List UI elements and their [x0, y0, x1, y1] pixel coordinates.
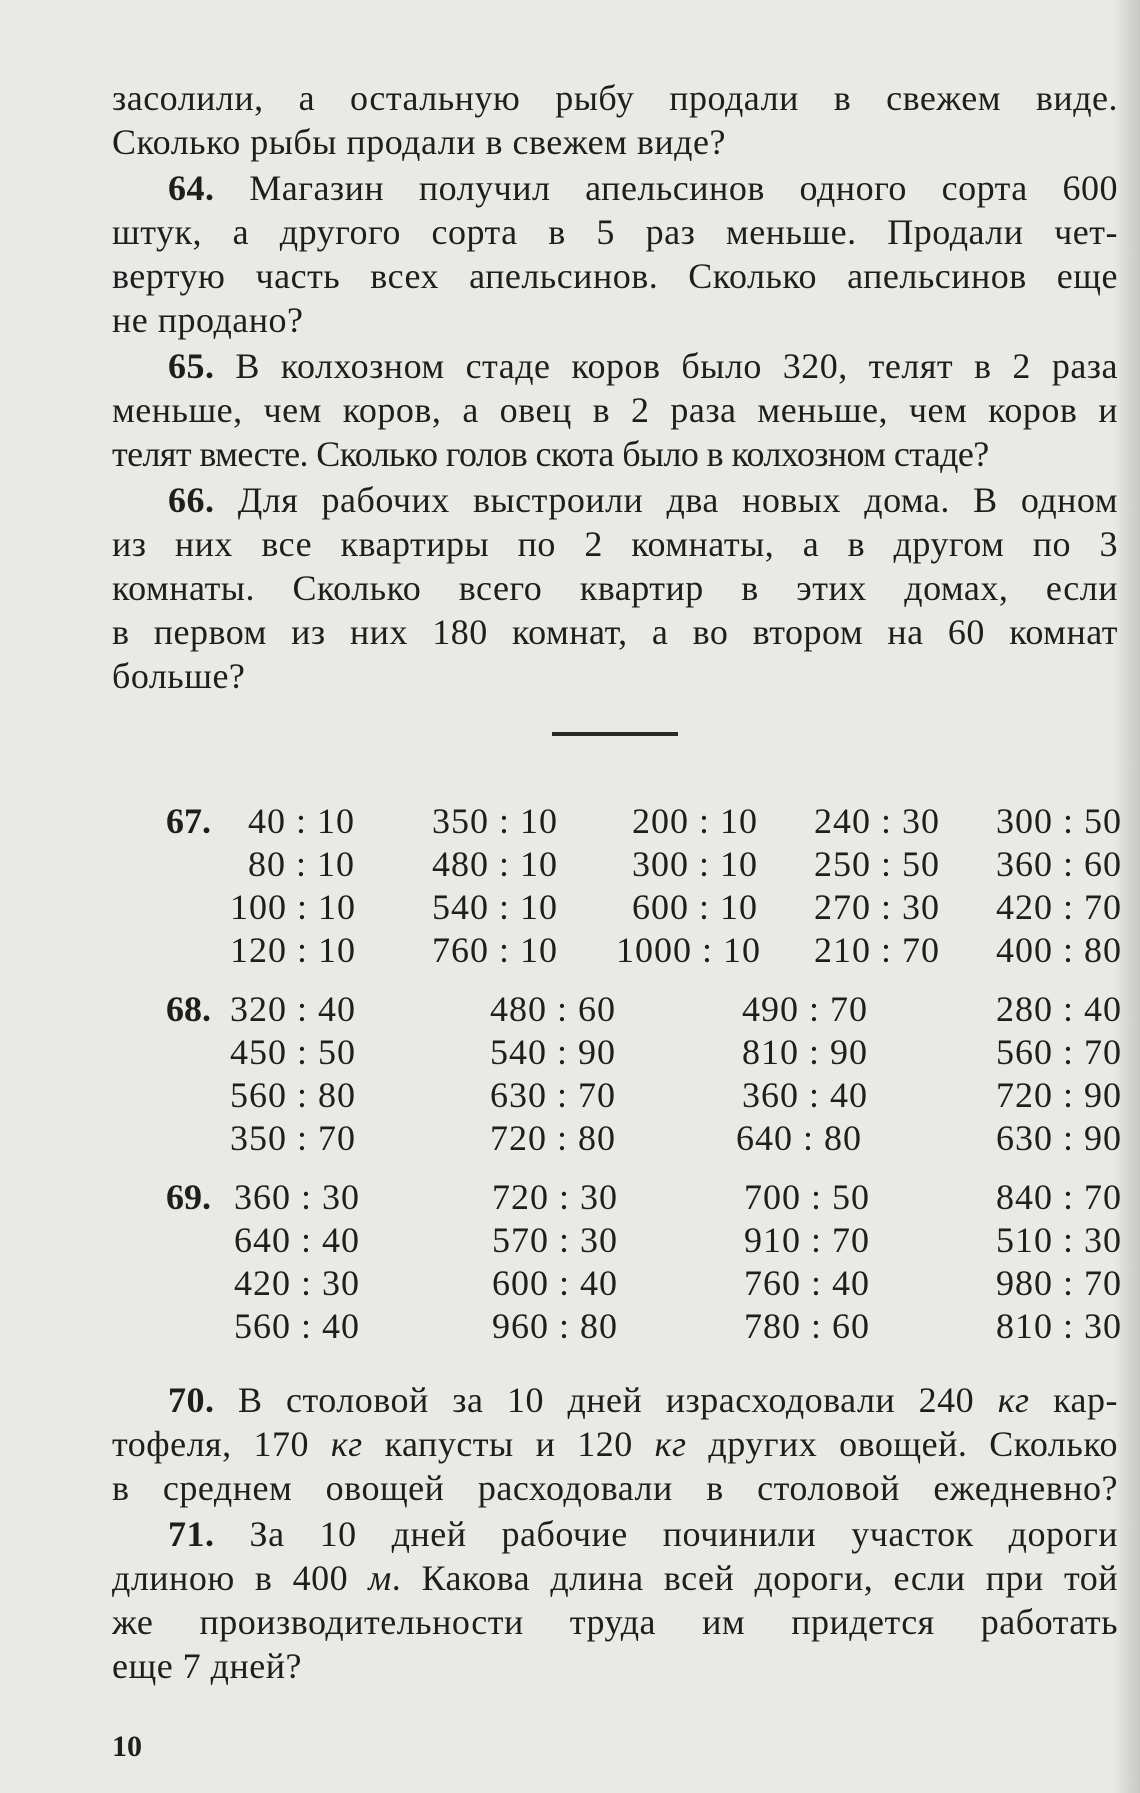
- problem-71: [112, 1512, 1118, 1688]
- division-item: 600 : 40: [492, 1263, 619, 1303]
- division-item: 360 : 60: [996, 844, 1123, 884]
- text-line: в первом из них 180 комнат, а во втором на 60 комнат: [112, 612, 1118, 652]
- division-item: 240 : 30: [814, 801, 941, 841]
- problem-number: 71.: [168, 1514, 215, 1554]
- division-item: 80 : 10: [248, 844, 356, 884]
- problem-number: 70.: [168, 1380, 215, 1420]
- division-item: 840 : 70: [996, 1177, 1123, 1217]
- division-item: 780 : 60: [744, 1306, 871, 1346]
- division-item: 720 : 30: [492, 1177, 619, 1217]
- text-fragment: В столовой за 10 дней израсходовали 240: [238, 1380, 998, 1420]
- division-item: 250 : 50: [814, 844, 941, 884]
- division-item: 570 : 30: [492, 1220, 619, 1260]
- division-item: 480 : 60: [490, 989, 617, 1029]
- division-item: 560 : 70: [996, 1032, 1123, 1072]
- division-item: 560 : 80: [230, 1075, 357, 1115]
- text-line: комнаты. Сколько всего квартир в этих домах, если: [112, 568, 1118, 608]
- division-item: 980 : 70: [996, 1263, 1123, 1303]
- division-item: 480 : 10: [432, 844, 559, 884]
- division-item: 280 : 40: [996, 989, 1123, 1029]
- text-line-content: За 10 дней рабочие починили участок дороги: [249, 1514, 1118, 1554]
- text-line: [112, 166, 1118, 210]
- division-item: 630 : 70: [490, 1075, 617, 1115]
- division-item: 700 : 50: [744, 1177, 871, 1217]
- division-item: 760 : 10: [432, 930, 559, 970]
- text-line-content: Магазин получил апельсинов одного сорта 600: [249, 168, 1118, 208]
- drill-number: 69.: [166, 1177, 211, 1217]
- division-item: 350 : 70: [230, 1118, 357, 1158]
- unit-kg: кг: [654, 1424, 687, 1464]
- text-line-content: В колхозном стаде коров было 320, телят в 2 раза: [235, 346, 1119, 386]
- division-item: 100 : 10: [230, 887, 357, 927]
- division-item: 540 : 10: [432, 887, 559, 927]
- division-item: 360 : 30: [234, 1177, 361, 1217]
- problem-66: [112, 478, 1118, 698]
- division-item: 490 : 70: [742, 989, 869, 1029]
- text-fragment: . Какова длина всей дороги, если при той: [391, 1558, 1118, 1598]
- division-item: 640 : 40: [234, 1220, 361, 1260]
- text-line: еще 7 дней?: [112, 1646, 302, 1686]
- division-item: 540 : 90: [490, 1032, 617, 1072]
- division-item: 200 : 10: [632, 801, 759, 841]
- text-line: меньше, чем коров, а овец в 2 раза меньше, чем коров и: [112, 390, 1118, 430]
- text-line: больше?: [112, 656, 246, 696]
- continued-paragraph: [112, 76, 1118, 164]
- division-item: 450 : 50: [230, 1032, 357, 1072]
- division-item: 360 : 40: [742, 1075, 869, 1115]
- division-item: 400 : 80: [996, 930, 1123, 970]
- text-line: [112, 1512, 1118, 1556]
- problem-65: [112, 344, 1118, 476]
- division-item: 320 : 40: [230, 989, 357, 1029]
- text-fragment: других овощей. Сколько: [686, 1424, 1118, 1464]
- text-block-bottom: [112, 1378, 1118, 1690]
- division-item: 510 : 30: [996, 1220, 1123, 1260]
- division-item: 810 : 30: [996, 1306, 1123, 1346]
- text-line: телят вместе. Сколько голов скота было в колхозном стаде?: [112, 434, 989, 474]
- text-line: не продано?: [112, 300, 304, 340]
- division-item: 210 : 70: [814, 930, 941, 970]
- unit-kg: кг: [330, 1424, 363, 1464]
- text-line: [112, 1378, 1118, 1422]
- text-line: Сколько рыбы продали в свежем виде?: [112, 122, 726, 162]
- division-item: 420 : 30: [234, 1263, 361, 1303]
- text-block-top: [112, 76, 1118, 736]
- division-item: 810 : 90: [742, 1032, 869, 1072]
- problem-number: 64.: [168, 168, 215, 208]
- text-line: из них все квартиры по 2 комнаты, а в другом по 3: [112, 524, 1118, 564]
- division-item: 640 : 80: [736, 1118, 863, 1158]
- text-line: вертую часть всех апельсинов. Сколько апельсинов еще: [112, 256, 1118, 296]
- division-item: 720 : 80: [490, 1118, 617, 1158]
- division-item: 600 : 10: [632, 887, 759, 927]
- text-line: [112, 478, 1118, 522]
- division-item: 40 : 10: [248, 801, 356, 841]
- division-item: 350 : 10: [432, 801, 559, 841]
- problem-number: 66.: [168, 480, 215, 520]
- division-item: 760 : 40: [744, 1263, 871, 1303]
- division-item: 720 : 90: [996, 1075, 1123, 1115]
- text-fragment: длиною в 400: [112, 1558, 369, 1598]
- division-item: 630 : 90: [996, 1118, 1123, 1158]
- text-line: же производительности труда им придется работать: [112, 1602, 1118, 1642]
- unit-m: м: [368, 1558, 392, 1598]
- text-line: в среднем овощей расходовали в столовой ежедневно?: [112, 1468, 1118, 1508]
- text-fragment: тофеля, 170: [112, 1424, 331, 1464]
- text-line: засолили, а остальную рыбу продали в свежем виде.: [112, 78, 1118, 118]
- unit-kg: кг: [997, 1380, 1030, 1420]
- division-item: 120 : 10: [230, 930, 357, 970]
- division-item: 910 : 70: [744, 1220, 871, 1260]
- text-fragment: кар-: [1029, 1380, 1118, 1420]
- division-item: 560 : 40: [234, 1306, 361, 1346]
- page-number: 10: [112, 1730, 142, 1763]
- division-item: 270 : 30: [814, 887, 941, 927]
- drill-number: 68.: [166, 989, 211, 1029]
- division-item: 960 : 80: [492, 1306, 619, 1346]
- text-line: штук, а другого сорта в 5 раз меньше. Продали чет-: [112, 212, 1118, 252]
- problem-number: 65.: [168, 346, 215, 386]
- problem-64: [112, 166, 1118, 342]
- text-line-content: Для рабочих выстроили два новых дома. В одном: [237, 480, 1119, 520]
- division-item: 300 : 50: [996, 801, 1123, 841]
- text-fragment: капусты и 120: [362, 1424, 655, 1464]
- text-line: [112, 344, 1118, 388]
- division-item: 1000 : 10: [616, 930, 762, 970]
- drill-number: 67.: [166, 801, 211, 841]
- problem-70: [112, 1378, 1118, 1510]
- section-divider: [552, 732, 678, 736]
- division-item: 420 : 70: [996, 887, 1123, 927]
- text-line: [112, 1422, 1118, 1466]
- division-item: 300 : 10: [632, 844, 759, 884]
- text-line: [112, 1556, 1118, 1600]
